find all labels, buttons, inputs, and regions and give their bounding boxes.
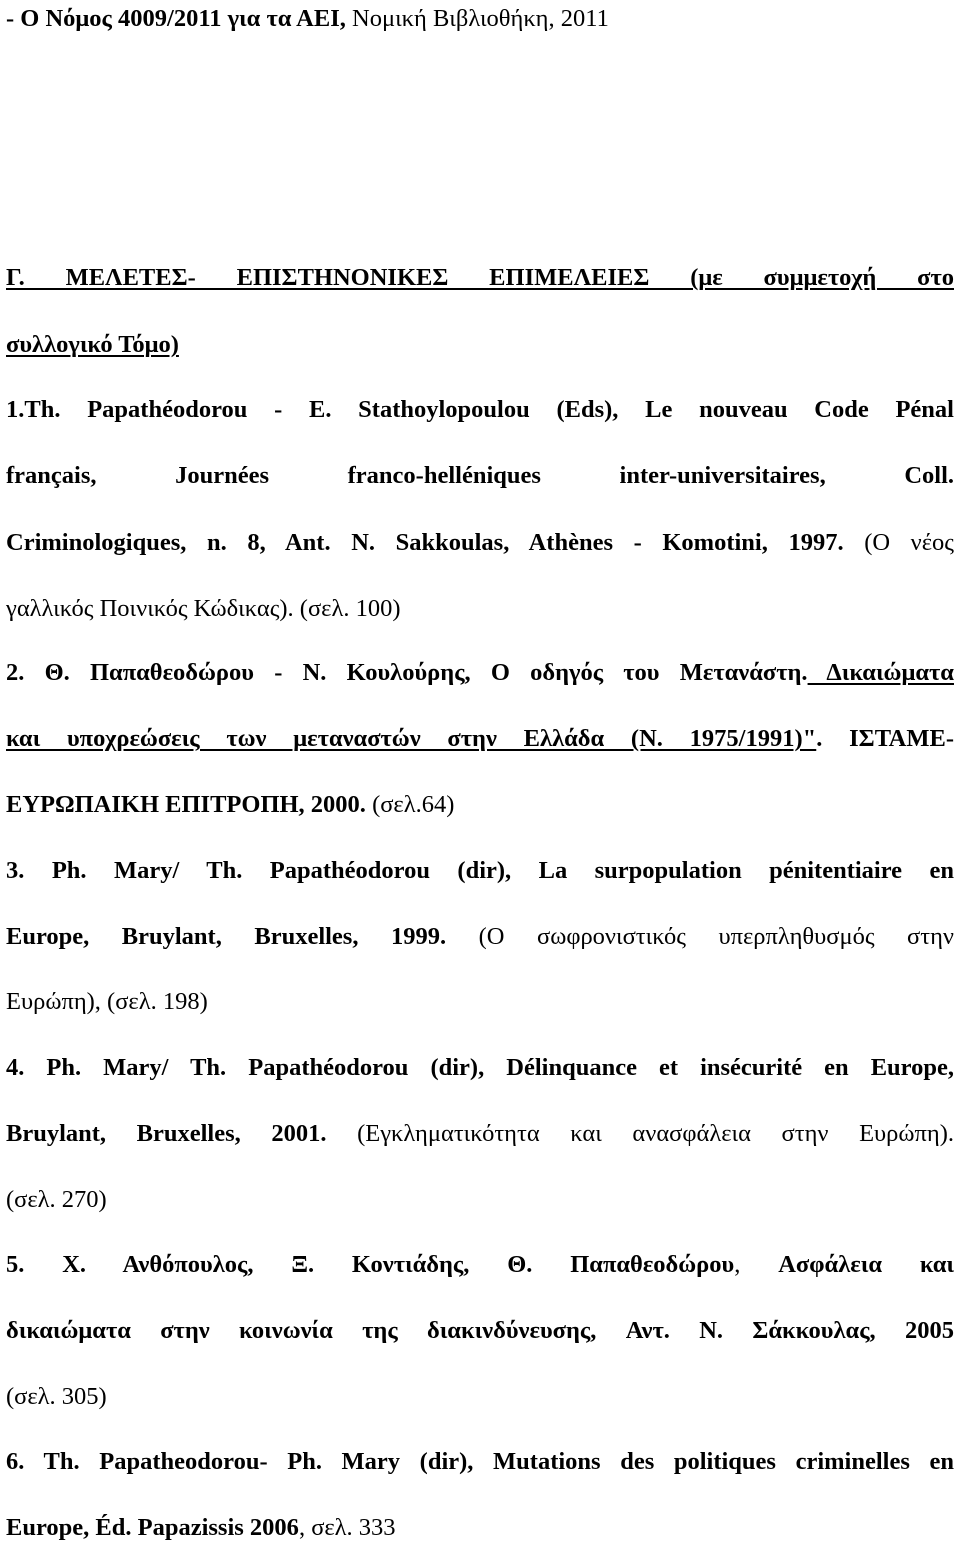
entry-5-title: δικαιώματα στην κοινωνία της διακινδύνευσης, bbox=[6, 1317, 597, 1344]
entry-5-comma: , bbox=[734, 1251, 779, 1278]
entry-3-line-3: Ευρώπη), (σελ. 198) bbox=[6, 988, 208, 1015]
entry-5-space bbox=[596, 1317, 625, 1344]
intro-publisher: Νομική Βιβλιοθήκη, 2011 bbox=[345, 5, 609, 32]
intro-line bbox=[6, 3, 954, 35]
entry-3-publisher: Europe, Bruylant, Bruxelles, 1999. bbox=[6, 923, 447, 950]
entry-2-line-2 bbox=[6, 723, 954, 755]
entry-1-line-4: γαλλικός Ποινικός Κώδικας). (σελ. 100) bbox=[6, 595, 401, 622]
section-heading-cont: συλλογικό Τόμο) bbox=[6, 331, 179, 358]
entry-2-subtitle-start: Δικαιώματα bbox=[807, 659, 954, 686]
entry-5-title-start: Ασφάλεια και bbox=[778, 1251, 954, 1278]
entry-4-line-1: 4. Ph. Mary/ Th. Papathéodorou (dir), Délinquance et insécurité en Europe, bbox=[6, 1054, 954, 1081]
entry-1-line-1: 1.Th. Papathéodorou - E. Stathoylopoulou (Eds), Le nouveau Code Pénal bbox=[6, 396, 954, 423]
entry-5-line-1 bbox=[6, 1249, 954, 1281]
entry-5-line-2 bbox=[6, 1315, 954, 1347]
entry-3-translation: (Ο σωφρονιστικός υπερπληθυσμός στην bbox=[446, 923, 954, 950]
entry-2-line-3 bbox=[6, 789, 954, 821]
intro-title: - Ο Νόμος 4009/2011 για τα ΑΕΙ, bbox=[6, 5, 346, 32]
entry-4-translation: (Εγκληματικότητα και ανασφάλεια στην Ευρώπη). bbox=[326, 1120, 954, 1147]
entry-6-line-2 bbox=[6, 1512, 954, 1544]
entry-4-line-3: (σελ. 270) bbox=[6, 1186, 107, 1213]
entry-2-publisher: ΕΥΡΩΠΑΙΚΗ ΕΠΙΤΡΟΠΗ, 2000. bbox=[6, 791, 366, 818]
entry-2-line-1 bbox=[6, 657, 954, 689]
entry-3-line-2 bbox=[6, 921, 954, 953]
entry-2-authors: 2. Θ. Παπαθεοδώρου - Ν. Κουλούρης, Ο οδηγός του Μετανάστη. bbox=[6, 659, 808, 686]
entry-6-publisher: Europe, Éd. Papazissis 2006 bbox=[6, 1514, 299, 1541]
entry-4-publisher: Bruylant, Bruxelles, 2001. bbox=[6, 1120, 327, 1147]
entry-1-line-2: français, Journées franco-helléniques inter-universitaires, Coll. bbox=[6, 462, 954, 489]
entry-5-line-3: (σελ. 305) bbox=[6, 1383, 107, 1410]
entry-6-line-1: 6. Th. Papatheodorou- Ph. Mary (dir), Mutations des politiques criminelles en bbox=[6, 1448, 954, 1475]
entry-2-pages: (σελ.64) bbox=[365, 791, 455, 818]
entry-6-pages: , σελ. 333 bbox=[298, 1514, 396, 1541]
entry-1-bold-text: Criminologiques, n. 8, Ant. N. Sakkoulas, Athènes - Komotini, 1997. bbox=[6, 529, 844, 556]
section-heading: Γ. ΜΕΛΕΤΕΣ- ΕΠΙΣΤΗΝΟΝΙΚΕΣ ΕΠΙΜΕΛΕΙΕΣ (με συμμετοχή στο bbox=[6, 264, 954, 291]
entry-5-authors: 5. Χ. Ανθόπουλος, Ξ. Κοντιάδης, Θ. Παπαθεοδώρου bbox=[6, 1251, 735, 1278]
entry-5-publisher: Αντ. Ν. Σάκκουλας, 2005 bbox=[625, 1317, 954, 1344]
entry-1-translation-start: (Ο νέος bbox=[843, 529, 955, 556]
entry-4-line-2 bbox=[6, 1118, 954, 1150]
entry-2-subtitle: και υποχρεώσεις των μεταναστών στην Ελλάδα (Ν. 1975/1991)" bbox=[6, 725, 817, 752]
entry-2-publisher-start: . ΙΣΤΑΜΕ- bbox=[816, 725, 954, 752]
entry-1-line-3 bbox=[6, 527, 954, 559]
entry-3-line-1: 3. Ph. Mary/ Th. Papathéodorou (dir), La surpopulation pénitentiaire en bbox=[6, 857, 954, 884]
